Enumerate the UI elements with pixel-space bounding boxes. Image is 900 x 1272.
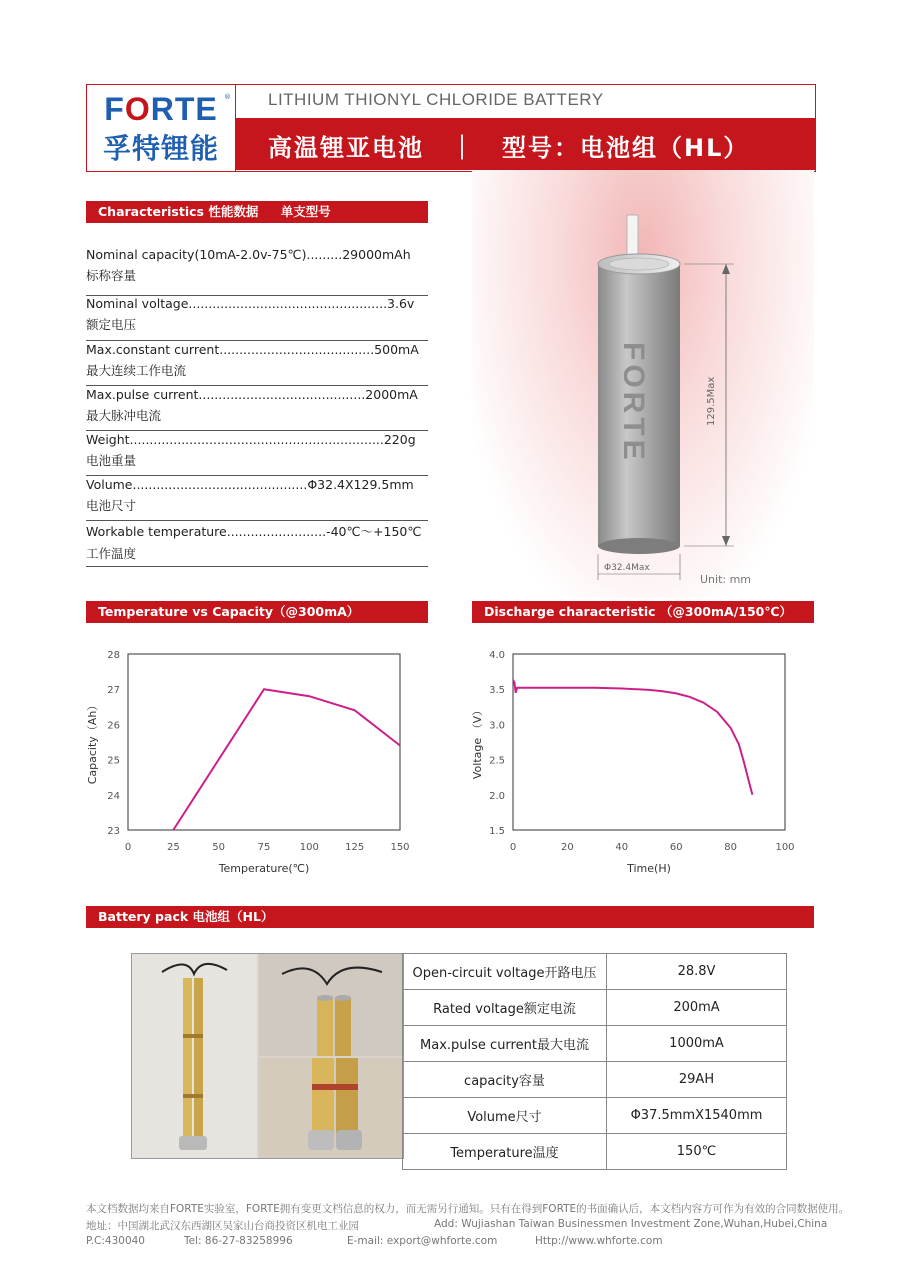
- pack-spec-value: 200mA: [607, 990, 787, 1026]
- x-tick-label: 40: [615, 842, 629, 853]
- y-tick-label: 23: [107, 826, 120, 837]
- spec-item-cn: 最大连续工作电流: [86, 363, 187, 378]
- spec-item-cn: 电池重量: [86, 453, 137, 468]
- spec-item-en: Nominal capacity(10mA-2.0v-75℃).........29000mAh: [86, 247, 411, 262]
- pack-photo-collage: [132, 954, 403, 1158]
- table-row: [403, 1134, 787, 1170]
- spec-item-en: Weight................................................................220g: [86, 432, 416, 447]
- series-line: [513, 680, 752, 795]
- pack-spec-key: Max.pulse current最大电流: [403, 1026, 607, 1062]
- table-row: [403, 1098, 787, 1134]
- x-tick-label: 100: [299, 842, 319, 853]
- unit-label: Unit: mm: [700, 573, 752, 586]
- diameter-dimension: Φ32.4Max: [604, 563, 650, 573]
- x-tick-label: 20: [561, 842, 574, 853]
- x-axis-label: Temperature(℃): [218, 862, 310, 875]
- x-tick-label: 100: [775, 842, 795, 853]
- x-tick-label: 0: [509, 842, 517, 853]
- pack-spec-key: Volume尺寸: [403, 1098, 607, 1134]
- pack-spec-value: 1000mA: [607, 1026, 787, 1062]
- spec-item-cn: 电池尺寸: [86, 498, 137, 513]
- logo-text: FORTE: [104, 91, 218, 127]
- temp-capacity-chart: [80, 640, 425, 885]
- spec-item-cn: 标称容量: [86, 268, 137, 283]
- pack-spec-key: Rated voltage额定电流: [403, 990, 607, 1026]
- pack-spec-value: Φ37.5mmX1540mm: [607, 1098, 787, 1134]
- table-row: [403, 954, 787, 990]
- table-row: [403, 990, 787, 1026]
- y-tick-label: 2.5: [489, 755, 505, 767]
- registered-mark: ®: [224, 93, 231, 101]
- x-tick-label: 50: [212, 842, 226, 853]
- pack-spec-key: capacity容量: [403, 1062, 607, 1098]
- spec-item-cn: 工作温度: [86, 546, 137, 561]
- single-model-label: 单支型号（ER321270S）: [98, 204, 331, 241]
- logo: [86, 84, 236, 172]
- series-line: [173, 689, 400, 830]
- footer-postcode: P.C:430040: [86, 1235, 145, 1247]
- footer-email[interactable]: E-mail: export@whforte.com: [347, 1235, 498, 1247]
- pack-spec-key: Open-circuit voltage开路电压: [403, 954, 607, 990]
- spec-item-en: Max.pulse current..........................................2000mA: [86, 387, 418, 402]
- y-axis-label: Capacity（Ah）: [86, 699, 99, 785]
- spec-item-en: Workable temperature.........................-40℃～+150℃: [86, 524, 422, 539]
- x-tick-label: 25: [166, 842, 180, 853]
- pack-spec-value: 150℃: [607, 1134, 787, 1170]
- spec-item-en: Volume............................................Φ32.4X129.5mm: [86, 477, 414, 492]
- title-en: LITHIUM THIONYL CHLORIDE BATTERY: [268, 90, 604, 109]
- y-tick-label: 4.0: [489, 650, 505, 661]
- battery-drawing: [472, 170, 814, 598]
- spec-item-en: Max.constant current.......................................500mA: [86, 342, 419, 357]
- y-tick-label: 26: [107, 720, 120, 732]
- table-row: [403, 1062, 787, 1098]
- footer-address-en: Add: Wujiashan Taiwan Businessmen Investment Zone,Wuhan,Hubei,China: [434, 1218, 828, 1230]
- y-tick-label: 28: [107, 650, 120, 661]
- spec-item: [86, 296, 428, 341]
- spec-item: [86, 342, 428, 386]
- plot-area: [513, 654, 785, 830]
- temp-capacity-bar: Temperature vs Capacity（@300mA）: [86, 601, 428, 623]
- x-tick-label: 150: [390, 842, 410, 853]
- spec-item: [86, 247, 428, 296]
- spec-item: [86, 387, 428, 431]
- y-axis-label: Voltage （V）: [471, 704, 484, 780]
- plot-area: [128, 654, 400, 830]
- x-axis-label: Time(H): [627, 862, 671, 875]
- page-title: 高温锂亚电池 ｜ 型号：电池组（HL）: [268, 134, 750, 162]
- pack-spec-value: 29AH: [607, 1062, 787, 1098]
- discharge-bar: Discharge characteristic （@300mA/150℃）: [472, 601, 814, 623]
- footer-disclaimer: 本文档数据均来自FORTE实验室，FORTE拥有变更文档信息的权力，而无需另行通知。只有在得到FORTE的书面确认后，本文档内容方可作为有效的合同数据使用。: [86, 1203, 850, 1215]
- y-tick-label: 3.0: [489, 720, 505, 732]
- battery-bottom: [598, 538, 680, 554]
- spec-item: [86, 477, 428, 521]
- y-tick-label: 2.0: [489, 790, 505, 802]
- characteristics-bar: [86, 201, 428, 241]
- footer-address-cn: 地址：中国湖北武汉东西湖区吴家山台商投资区机电工业园: [86, 1220, 359, 1232]
- pack-spec-table: [402, 953, 787, 1170]
- logo-cn: 孚特锂能: [102, 132, 219, 165]
- discharge-chart: [465, 640, 810, 885]
- battery-pack-bar: Battery pack 电池组（HL）: [86, 906, 814, 928]
- spec-item-cn: 额定电压: [86, 317, 137, 332]
- footer-tel: Tel: 86-27-83258996: [184, 1235, 293, 1247]
- battery-brand: FORTE: [617, 342, 650, 464]
- characteristics-label: Characteristics 性能数据: [98, 204, 259, 219]
- x-tick-label: 80: [724, 842, 737, 853]
- spec-item: [86, 432, 428, 476]
- x-tick-label: 75: [257, 842, 271, 853]
- y-tick-label: 1.5: [489, 826, 505, 837]
- spec-item: [86, 522, 428, 567]
- x-tick-label: 0: [124, 842, 132, 853]
- x-tick-label: 60: [669, 842, 683, 853]
- pack-spec-value: 28.8V: [607, 954, 787, 990]
- y-tick-label: 24: [107, 790, 120, 802]
- spec-item-cn: 最大脉冲电流: [86, 408, 162, 423]
- battery-pack-photos: [131, 953, 404, 1159]
- y-tick-label: 3.5: [489, 685, 505, 697]
- x-tick-label: 125: [345, 842, 365, 853]
- pack-spec-key: Temperature温度: [403, 1134, 607, 1170]
- height-dimension: 129.5Max: [706, 376, 717, 426]
- table-row: [403, 1026, 787, 1062]
- y-tick-label: 27: [107, 685, 120, 697]
- spec-item-en: Nominal voltage..................................................3.6v: [86, 296, 415, 311]
- footer-website[interactable]: Http://www.whforte.com: [535, 1235, 663, 1247]
- y-tick-label: 25: [107, 755, 120, 767]
- battery-image-panel: [472, 170, 814, 598]
